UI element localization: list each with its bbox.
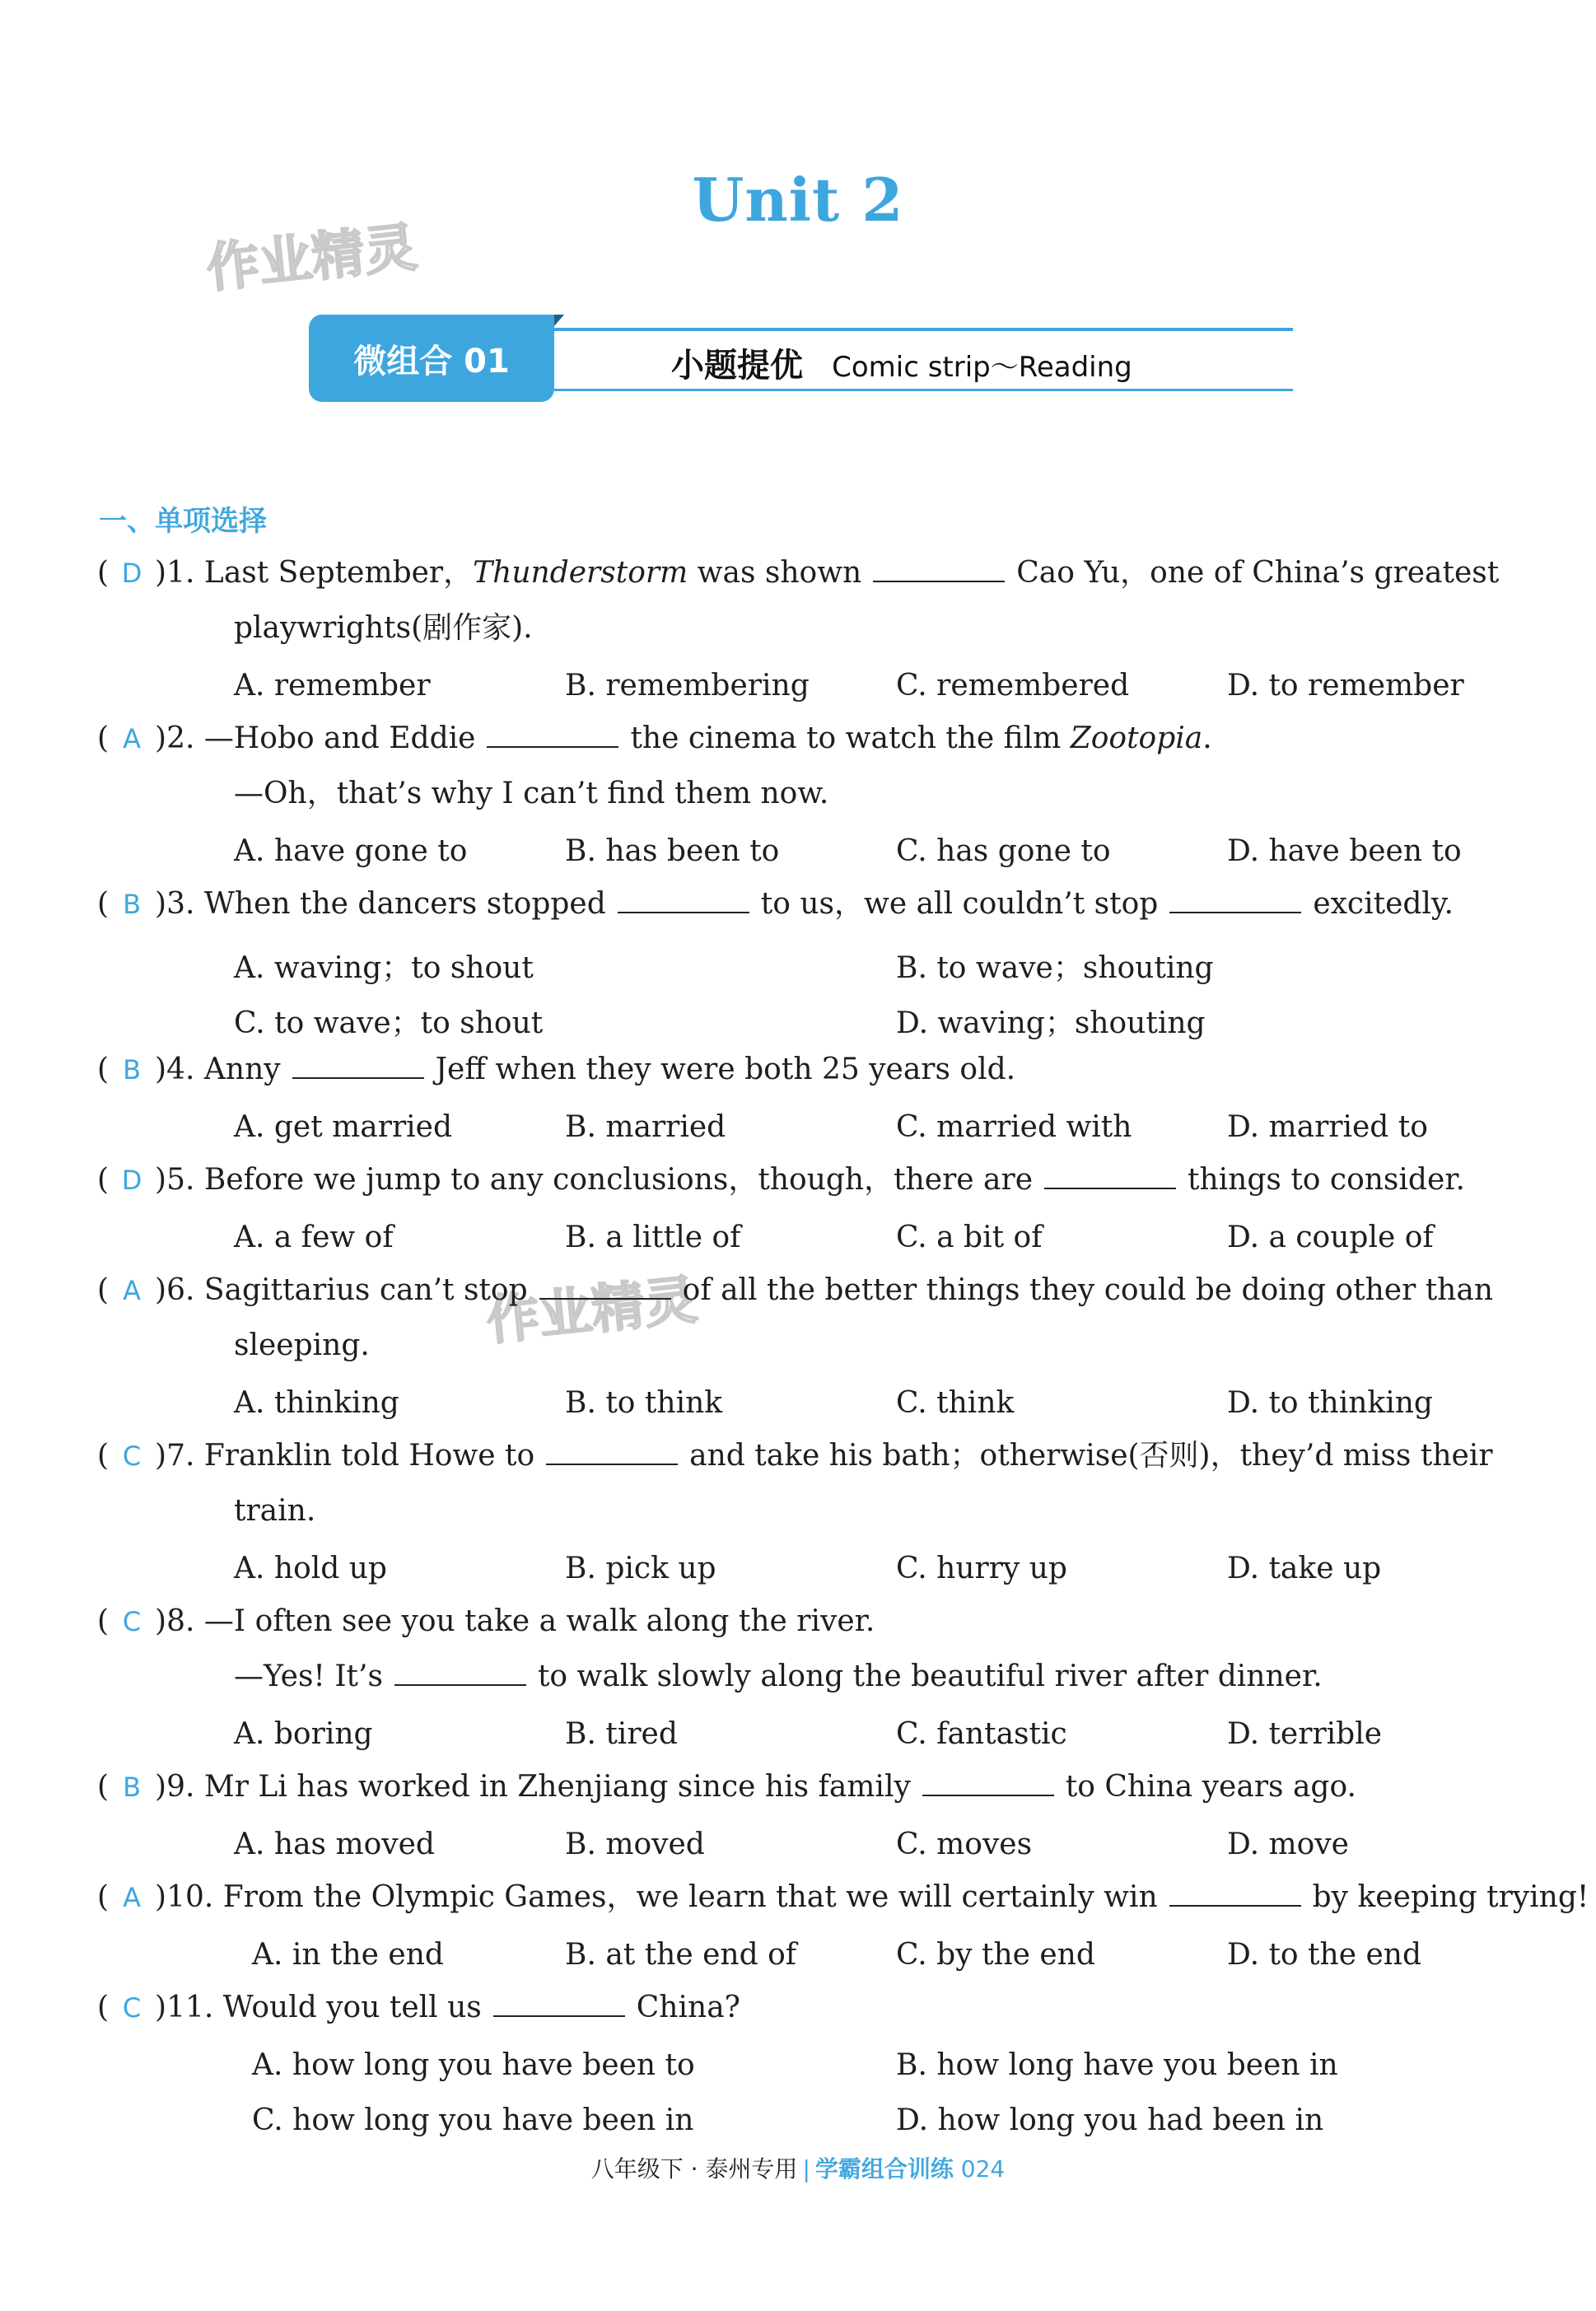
question-2: ( A )2. —Hobo and Eddie the cinema to watch the film Zootopia. — [97, 721, 1212, 755]
question-6-continued: sleeping. — [234, 1328, 370, 1362]
page-footer: 八年级下 · 泰州专用 | 学霸组合训练 024 — [590, 2155, 1006, 2183]
option-c: C. remembered — [896, 669, 1130, 703]
bar-line-bottom — [554, 389, 1293, 391]
option-a: A. remember — [234, 669, 431, 703]
bar-line-top — [554, 328, 1293, 331]
question-1-continued: playwrights(剧作家). — [234, 611, 533, 645]
option-a: A. thinking — [234, 1386, 399, 1420]
option-a: A. get married — [234, 1110, 453, 1144]
answer: D — [121, 558, 142, 589]
option-d: D. take up — [1227, 1552, 1382, 1585]
section-heading-en: Comic strip～Reading — [832, 351, 1132, 384]
option-c: C. to wave；to shout — [234, 1006, 544, 1040]
option-a: A. have gone to — [234, 834, 468, 868]
answer-blank — [493, 2015, 625, 2017]
option-c: C. fantastic — [896, 1717, 1067, 1751]
option-d: D. move — [1227, 1828, 1349, 1861]
answer-blank — [292, 1076, 424, 1079]
option-b: B. moved — [565, 1828, 705, 1861]
option-b: B. how long have you been in — [896, 2048, 1338, 2082]
option-d: D. have been to — [1227, 834, 1462, 868]
page-number: 024 — [960, 2155, 1006, 2183]
question-4: ( B )4. Anny Jeff when they were both 25 years old. — [97, 1053, 1016, 1086]
section-bar — [309, 315, 1293, 404]
question-10: ( A )10. From the Olympic Games，we learn that we will certainly win by keeping trying! — [97, 1880, 1589, 1914]
section-tag: 微组合 01 — [309, 315, 554, 402]
answer: C — [122, 1992, 142, 2024]
answer-blank — [873, 580, 1005, 582]
answer: C — [122, 1440, 142, 1472]
answer-blank — [487, 745, 618, 748]
option-a: A. how long you have been to — [252, 2048, 695, 2082]
answer-blank — [1169, 911, 1301, 913]
answer-blank — [922, 1794, 1054, 1796]
answer: A — [123, 1275, 141, 1306]
footer-brand: 学霸组合训练 — [814, 2155, 954, 2183]
question-8-continued: —Yes! It’s to walk slowly along the beautiful river after dinner. — [234, 1660, 1323, 1693]
answer-blank — [539, 1297, 671, 1300]
option-d: D. terrible — [1227, 1717, 1383, 1751]
option-d: D. how long you had been in — [896, 2103, 1324, 2137]
question-7: ( C )7. Franklin told Howe to and take his bath；otherwise(否则)，they’d miss their — [97, 1439, 1493, 1473]
answer-blank — [1169, 1904, 1301, 1907]
question-6: ( A )6. Sagittarius can’t stop of all the better things they could be doing other than — [97, 1273, 1494, 1307]
unit-title: Unit 2 — [692, 165, 904, 235]
answer: A — [123, 723, 141, 754]
answer-blank — [394, 1683, 526, 1686]
option-b: B. to think — [565, 1386, 723, 1420]
question-7-continued: train. — [234, 1494, 316, 1528]
answer-blank — [618, 911, 749, 913]
question-8: ( C )8. —I often see you take a walk along the river. — [97, 1604, 875, 1638]
question-2-continued: —Oh，that’s why I can’t find them now. — [234, 777, 829, 810]
watermark-middle: 作业精灵 — [483, 1269, 700, 1353]
answer: D — [121, 1165, 142, 1196]
option-a: A. a few of — [234, 1221, 394, 1254]
option-d: D. a couple of — [1227, 1221, 1434, 1254]
option-a: A. has moved — [234, 1828, 435, 1861]
question-9: ( B )9. Mr Li has worked in Zhenjiang since his family to China years ago. — [97, 1770, 1356, 1804]
option-b: B. tired — [565, 1717, 678, 1751]
section-heading — [671, 339, 1132, 386]
option-c: C. by the end — [896, 1938, 1095, 1972]
option-b: B. a little of — [565, 1221, 741, 1254]
option-b: B. remembering — [565, 669, 810, 703]
option-c: C. hurry up — [896, 1552, 1067, 1585]
option-a: A. in the end — [252, 1938, 444, 1972]
option-a: A. waving；to shout — [234, 951, 534, 985]
option-b: B. to wave；shouting — [896, 951, 1214, 985]
option-b: B. pick up — [565, 1552, 716, 1585]
watermark-top: 作业精灵 — [203, 217, 420, 301]
option-c: C. a bit of — [896, 1221, 1043, 1254]
option-c: C. think — [896, 1386, 1015, 1420]
option-d: D. waving；shouting — [896, 1006, 1206, 1040]
option-a: A. boring — [234, 1717, 373, 1751]
option-b: B. married — [565, 1110, 726, 1144]
answer-blank — [1044, 1187, 1176, 1189]
option-c: C. moves — [896, 1828, 1033, 1861]
option-a: A. hold up — [234, 1552, 387, 1585]
part-heading: 一、单项选择 — [99, 505, 267, 538]
section-heading-cn: 小题提优 — [671, 347, 803, 385]
option-b: B. has been to — [565, 834, 780, 868]
answer: A — [123, 1882, 141, 1913]
option-d: D. to remember — [1227, 669, 1464, 703]
option-c: C. married with — [896, 1110, 1132, 1144]
answer: C — [122, 1606, 142, 1637]
answer-blank — [546, 1463, 678, 1465]
answer: B — [123, 1054, 142, 1085]
option-d: D. married to — [1227, 1110, 1428, 1144]
question-3: ( B )3. When the dancers stopped to us，we all couldn’t stop excitedly. — [97, 887, 1454, 921]
question-11: ( C )11. Would you tell us China? — [97, 1991, 740, 2024]
option-d: D. to the end — [1227, 1938, 1421, 1972]
footer-grade: 八年级下 · 泰州专用 — [590, 2155, 798, 2183]
option-c: C. has gone to — [896, 834, 1111, 868]
question-5: ( D )5. Before we jump to any conclusions，though，there are things to consider. — [97, 1163, 1465, 1197]
option-c: C. how long you have been in — [252, 2103, 694, 2137]
answer: B — [123, 889, 142, 920]
answer: B — [123, 1772, 142, 1803]
option-d: D. to thinking — [1227, 1386, 1433, 1420]
question-1: ( D )1. Last September，Thunderstorm was shown Cao Yu，one of China’s greatest — [97, 556, 1500, 590]
option-b: B. at the end of — [565, 1938, 797, 1972]
